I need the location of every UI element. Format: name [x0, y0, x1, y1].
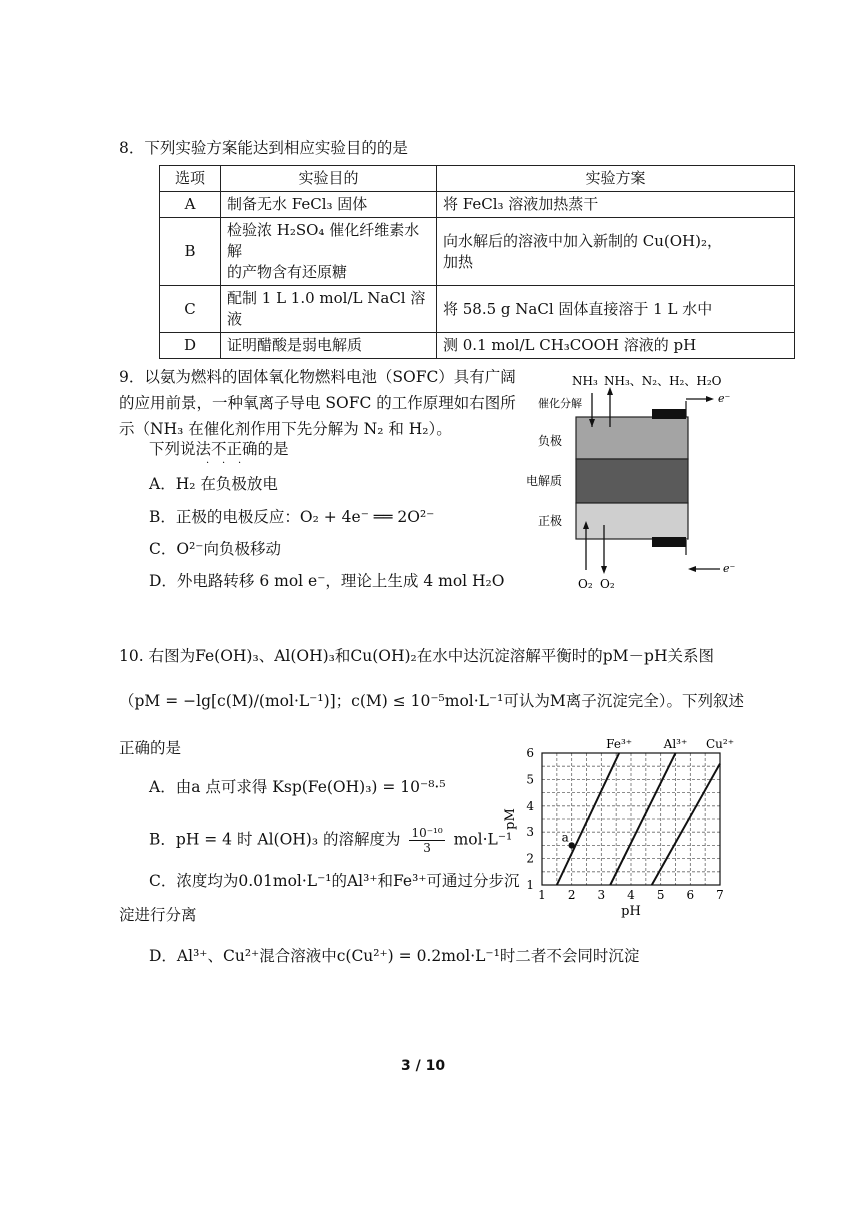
- table-row: [160, 286, 795, 333]
- q10-option-c-line: 淀进行分离: [119, 906, 197, 924]
- point-a: [568, 842, 574, 848]
- label-o2: O₂: [578, 577, 593, 591]
- row-purpose-line: 的产物含有还原糖: [227, 263, 348, 281]
- table-row: [160, 333, 795, 359]
- row-option: A: [160, 192, 221, 218]
- series-label: Al³⁺: [663, 737, 688, 751]
- y-tick-label: 6: [526, 746, 534, 760]
- x-tick-label: 5: [656, 888, 665, 902]
- label-electron-bottom: e⁻: [723, 562, 736, 575]
- row-plan: 测 0.1 mol/L CH₃COOH 溶液的 pH: [437, 333, 795, 359]
- header-option: 选项: [160, 166, 221, 192]
- row-purpose: 制备无水 FeCl₃ 固体: [221, 192, 437, 218]
- y-tick-label: 4: [526, 798, 534, 813]
- q9-option-a: A．H₂ 在负极放电: [149, 475, 278, 493]
- electrolyte-layer: [576, 459, 688, 503]
- label-cathode: 正极: [538, 514, 563, 528]
- row-purpose: 证明醋酸是弱电解质: [221, 333, 437, 359]
- series-line: [610, 753, 675, 885]
- q10-option-d: D．Al³⁺、Cu²⁺混合溶液中c(Cu²⁺) = 0.2mol·L⁻¹时二者不会同时沉淀: [149, 947, 640, 965]
- label-products: NH₃、N₂、H₂、H₂O: [604, 374, 722, 388]
- row-option: D: [160, 333, 221, 359]
- page-number: 3 / 10: [401, 1058, 446, 1074]
- q9-option-d: D．外电路转移 6 mol e⁻，理论上生成 4 mol H₂O: [149, 572, 505, 590]
- q10-stem-line: （pM = −lg[c(M)/(mol·L⁻¹)]；c(M) ≤ 10⁻⁵mol·L⁻¹可认为M离子沉淀完全）。下列叙述: [119, 692, 744, 710]
- label-nh3: NH₃: [572, 374, 598, 388]
- chart-ticks: [526, 746, 723, 902]
- label-electrolyte: 电解质: [526, 474, 563, 488]
- pm-ph-chart: [500, 735, 760, 925]
- table-row: [160, 218, 795, 286]
- q9-stem-line: 示（NH₃ 在催化剂作用下先分解为 N₂ 和 H₂）。: [119, 420, 452, 438]
- row-purpose: 配制 1 L 1.0 mol/L NaCl 溶液: [221, 286, 437, 333]
- q8-table: [159, 165, 795, 359]
- q10-option-a: A．由a 点可求得 Ksp(Fe(OH)₃) = 10⁻⁸·⁵: [149, 778, 446, 796]
- label-catalysis: 催化分解: [538, 397, 582, 410]
- q9-stem-line: 9．以氨为燃料的固体氧化物燃料电池（SOFC）具有广阔: [119, 368, 516, 386]
- label-anode: 负极: [538, 434, 563, 448]
- y-tick-label: 5: [526, 772, 534, 787]
- y-tick-label: 3: [526, 825, 534, 840]
- q10-option-c-line: C．浓度均为0.01mol·L⁻¹的Al³⁺和Fe³⁺可通过分步沉: [149, 872, 520, 890]
- fraction: [409, 826, 444, 855]
- row-plan-line: 加热: [443, 252, 474, 271]
- table-header-row: [160, 166, 795, 192]
- series-label: Fe³⁺: [606, 737, 633, 751]
- arrow-head: [706, 396, 714, 402]
- row-purpose-line: 检验浓 H₂SO₄ 催化纤维素水解: [227, 221, 420, 260]
- x-tick-label: 3: [597, 888, 606, 902]
- x-tick-label: 4: [627, 888, 635, 902]
- q10-stem-line: 10. 右图为Fe(OH)₃、Al(OH)₃和Cu(OH)₂在水中达沉淀溶解平衡时的pM－pH关系图: [119, 647, 714, 665]
- x-axis-label: pH: [621, 904, 641, 919]
- cathode-layer: [576, 503, 688, 539]
- y-axis-label: pM: [503, 808, 518, 830]
- x-tick-label: 6: [686, 888, 695, 902]
- x-tick-label: 7: [716, 888, 724, 902]
- q9-option-b: B．正极的电极反应：O₂ + 4e⁻ ══ 2O²⁻: [149, 508, 435, 526]
- y-tick-label: 1: [526, 878, 534, 892]
- row-plan: 将 58.5 g NaCl 固体直接溶于 1 L 水中: [437, 286, 795, 333]
- row-plan-line: 向水解后的溶液中加入新制的 Cu(OH)₂，: [443, 231, 723, 250]
- anode-terminal: [652, 409, 686, 419]
- table-row: [160, 192, 795, 218]
- row-option: C: [160, 286, 221, 333]
- label-o2: O₂: [600, 577, 615, 591]
- chart-grid: [542, 753, 720, 885]
- arrow-head: [601, 566, 607, 574]
- option-b-unit: mol·L⁻¹: [453, 830, 513, 849]
- fraction-numerator: 10⁻¹⁰: [411, 826, 443, 840]
- x-tick-label: 1: [538, 888, 546, 902]
- emphasis-dots: · · ·: [206, 458, 242, 469]
- header-plan: 实验方案: [437, 166, 795, 192]
- row-purpose: [221, 218, 437, 286]
- row-plan: [437, 218, 795, 286]
- row-option: B: [160, 218, 221, 286]
- row-plan: 将 FeCl₃ 溶液加热蒸干: [437, 192, 795, 218]
- q9-option-c: C．O²⁻向负极移动: [149, 540, 281, 558]
- y-tick-label: 2: [526, 851, 534, 866]
- fraction-denominator: 3: [423, 841, 431, 855]
- arrow-head: [688, 566, 696, 572]
- header-purpose: 实验目的: [221, 166, 437, 192]
- q10-option-b: [149, 826, 512, 855]
- series-label: Cu²⁺: [705, 737, 735, 751]
- fuel-cell-diagram: [520, 365, 750, 595]
- q10-stem-line: 正确的是: [119, 739, 182, 757]
- label-electron-top: e⁻: [718, 392, 731, 405]
- cathode-terminal: [652, 537, 686, 547]
- x-tick-label: 2: [567, 888, 576, 902]
- point-a-label: a: [561, 830, 569, 845]
- q9-question: 下列说法不正确的是: [149, 440, 289, 458]
- q8-title: 8．下列实验方案能达到相应实验目的的是: [119, 139, 408, 157]
- q9-stem-line: 的应用前景，一种氧离子导电 SOFC 的工作原理如右图所: [119, 394, 516, 412]
- option-b-prefix: B．pH = 4 时 Al(OH)₃ 的溶解度为: [149, 830, 401, 849]
- arrow-head: [607, 387, 613, 395]
